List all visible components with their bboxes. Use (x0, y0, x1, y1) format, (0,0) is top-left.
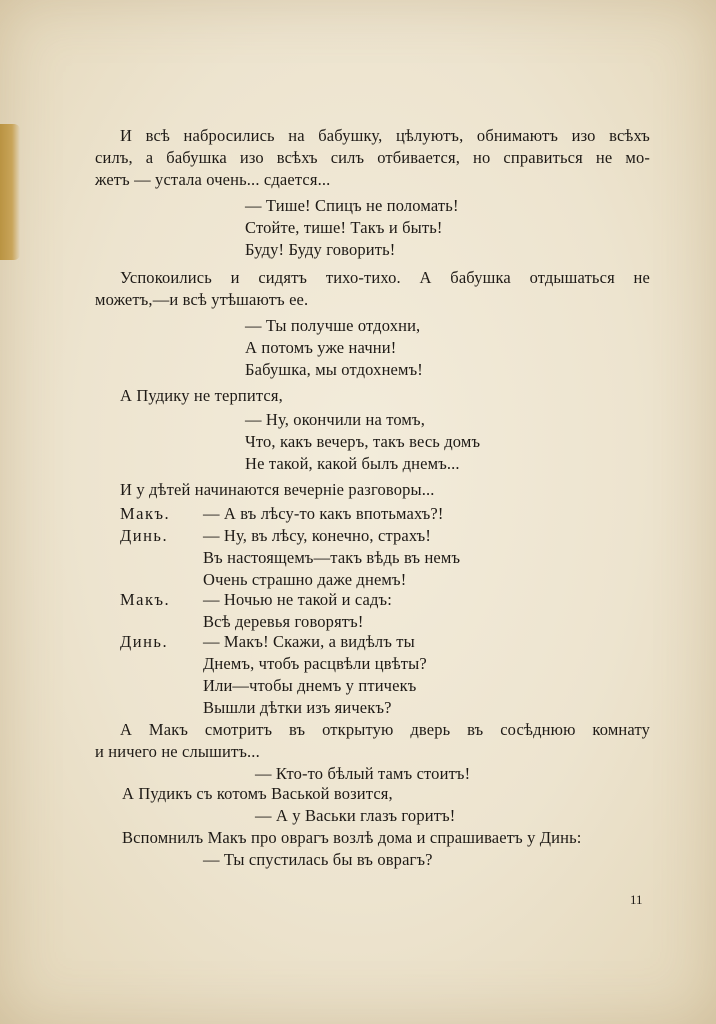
page-number: 11 (630, 892, 643, 907)
text-line: Вспомнилъ Макъ про оврагъ возлѣ дома и спрашиваетъ у Динь: (122, 828, 582, 847)
verse-line: Стойте, тише! Такъ и быть! (245, 218, 443, 237)
verse-line: — Ты получше отдохни, (245, 316, 421, 335)
dialogue-line: — Ночью не такой и садъ: (203, 590, 392, 609)
verse-line: — А у Васьки глазъ горитъ! (255, 806, 456, 825)
dialogue-line: Очень страшно даже днемъ! (203, 570, 407, 589)
dialogue-line: Всѣ деревья говорятъ! (203, 612, 364, 631)
dialogue-line: — А въ лѣсу-то какъ впотьмахъ?! (203, 504, 444, 523)
speaker-label: Макъ. (120, 504, 171, 523)
verse-line: А потомъ уже начни! (245, 338, 397, 357)
dialogue-line: Или—чтобы днемъ у птичекъ (203, 676, 417, 695)
text-line: можетъ,—и всѣ утѣшаютъ ее. (95, 290, 309, 309)
speaker-label: Динь. (120, 526, 169, 545)
text-line: силъ, а бабушка изо всѣхъ силъ отбивается, но справиться не мо- (95, 148, 650, 167)
dialogue-line: — Макъ! Скажи, а видѣлъ ты (203, 632, 415, 651)
dialogue-line: Въ настоящемъ—такъ вѣдь въ немъ (203, 548, 461, 567)
verse-line: Что, какъ вечеръ, такъ весь домъ (245, 432, 481, 451)
verse-line: Бабушка, мы отдохнемъ! (245, 360, 423, 379)
verse-line: Не такой, какой былъ днемъ... (245, 454, 460, 473)
text-line: А Макъ смотритъ въ открытую дверь въ сосѣднюю комнату (120, 720, 650, 739)
text-line: А Пудику не терпится, (120, 386, 283, 405)
dialogue-line: — Ну, въ лѣсу, конечно, страхъ! (203, 526, 431, 545)
page-edge-stain (0, 124, 20, 260)
verse-line: — Кто-то бѣлый тамъ стоитъ! (255, 764, 471, 783)
text-line: И всѣ набросились на бабушку, цѣлуютъ, обнимаютъ изо всѣхъ (120, 126, 650, 145)
dialogue-line: — Ты спустилась бы въ оврагъ? (203, 850, 433, 869)
text-line: и ничего не слышитъ... (95, 742, 260, 761)
verse-line: Буду! Буду говорить! (245, 240, 396, 259)
text-line: жетъ — устала очень... сдается... (95, 170, 331, 189)
speaker-label: Макъ. (120, 590, 171, 609)
dialogue-line: Вышли дѣтки изъ яичекъ? (203, 698, 392, 717)
text-line: Успокоились и сидятъ тихо-тихо. А бабушка отдышаться не (120, 268, 650, 287)
text-line: А Пудикъ съ котомъ Васькой возится, (122, 784, 393, 803)
verse-line: — Тише! Спицъ не поломать! (245, 196, 459, 215)
speaker-label: Динь. (120, 632, 169, 651)
text-line: И у дѣтей начинаются вечерніе разговоры... (120, 480, 435, 499)
dialogue-line: Днемъ, чтобъ расцвѣли цвѣты? (203, 654, 427, 673)
verse-line: — Ну, окончили на томъ, (245, 410, 425, 429)
